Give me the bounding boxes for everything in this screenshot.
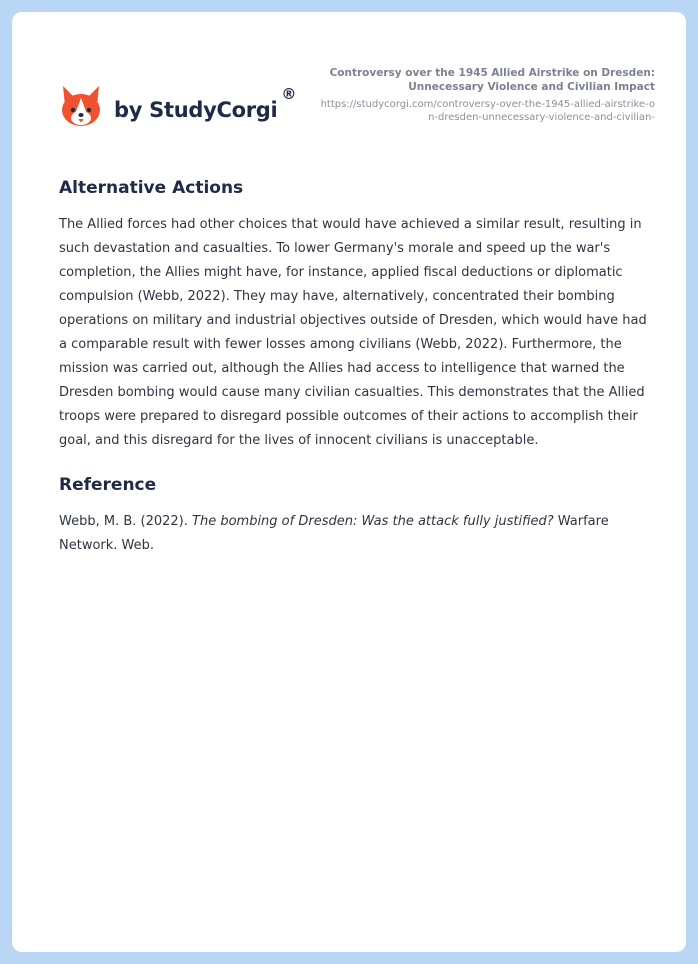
document-url[interactable]: https://studycorgi.com/controversy-over-the-1945-allied-airstrike-on-dresden-unnecessary-violence-and-civilian- — [320, 99, 655, 123]
document-page — [12, 12, 686, 952]
reference-title: The bombing of Dresden: Was the attack fully justified? — [192, 514, 554, 529]
reference-publisher: Warfare Network. Web. — [59, 514, 609, 553]
logo-text: by StudyCorgi — [114, 98, 278, 122]
document-title: Controversy over the 1945 Allied Airstrike on Dresden: Unnecessary Violence and Civilian Impact — [329, 67, 655, 93]
reference-entry — [59, 510, 656, 558]
reference-author-year: Webb, M. B. (2022). — [59, 514, 193, 529]
registered-mark: ® — [281, 85, 297, 103]
alternative-actions-paragraph: The Allied forces had other choices that would have achieved a similar result, resulting in such devastation and casualties. To lower Germany's morale and speed up the war's completion, the Allies might have, for instance, applied fiscal deductions or diplomatic compulsion (Webb, 2022). They may have, alternatively, concentrated their bombing operations on military and industrial objectives outside of Dresden, which would have had a comparable result with fewer losses among civilians (Webb, 2022). Furthermore, the mission was carried out, although the Allies had access to intelligence that warned the Dresden bombing would cause many civilian casualties. This demonstrates that the Allied troops were prepared to disregard possible outcomes of their actions to accomplish their goal, and this disregard for the lives of innocent civilians is unacceptable. — [59, 217, 647, 448]
corgi-icon — [60, 84, 102, 128]
document-header — [315, 66, 655, 124]
studycorgi-logo[interactable] — [60, 76, 296, 136]
reference-heading: Reference — [59, 475, 157, 495]
alternative-actions-heading: Alternative Actions — [59, 178, 244, 198]
document-content — [59, 176, 656, 558]
